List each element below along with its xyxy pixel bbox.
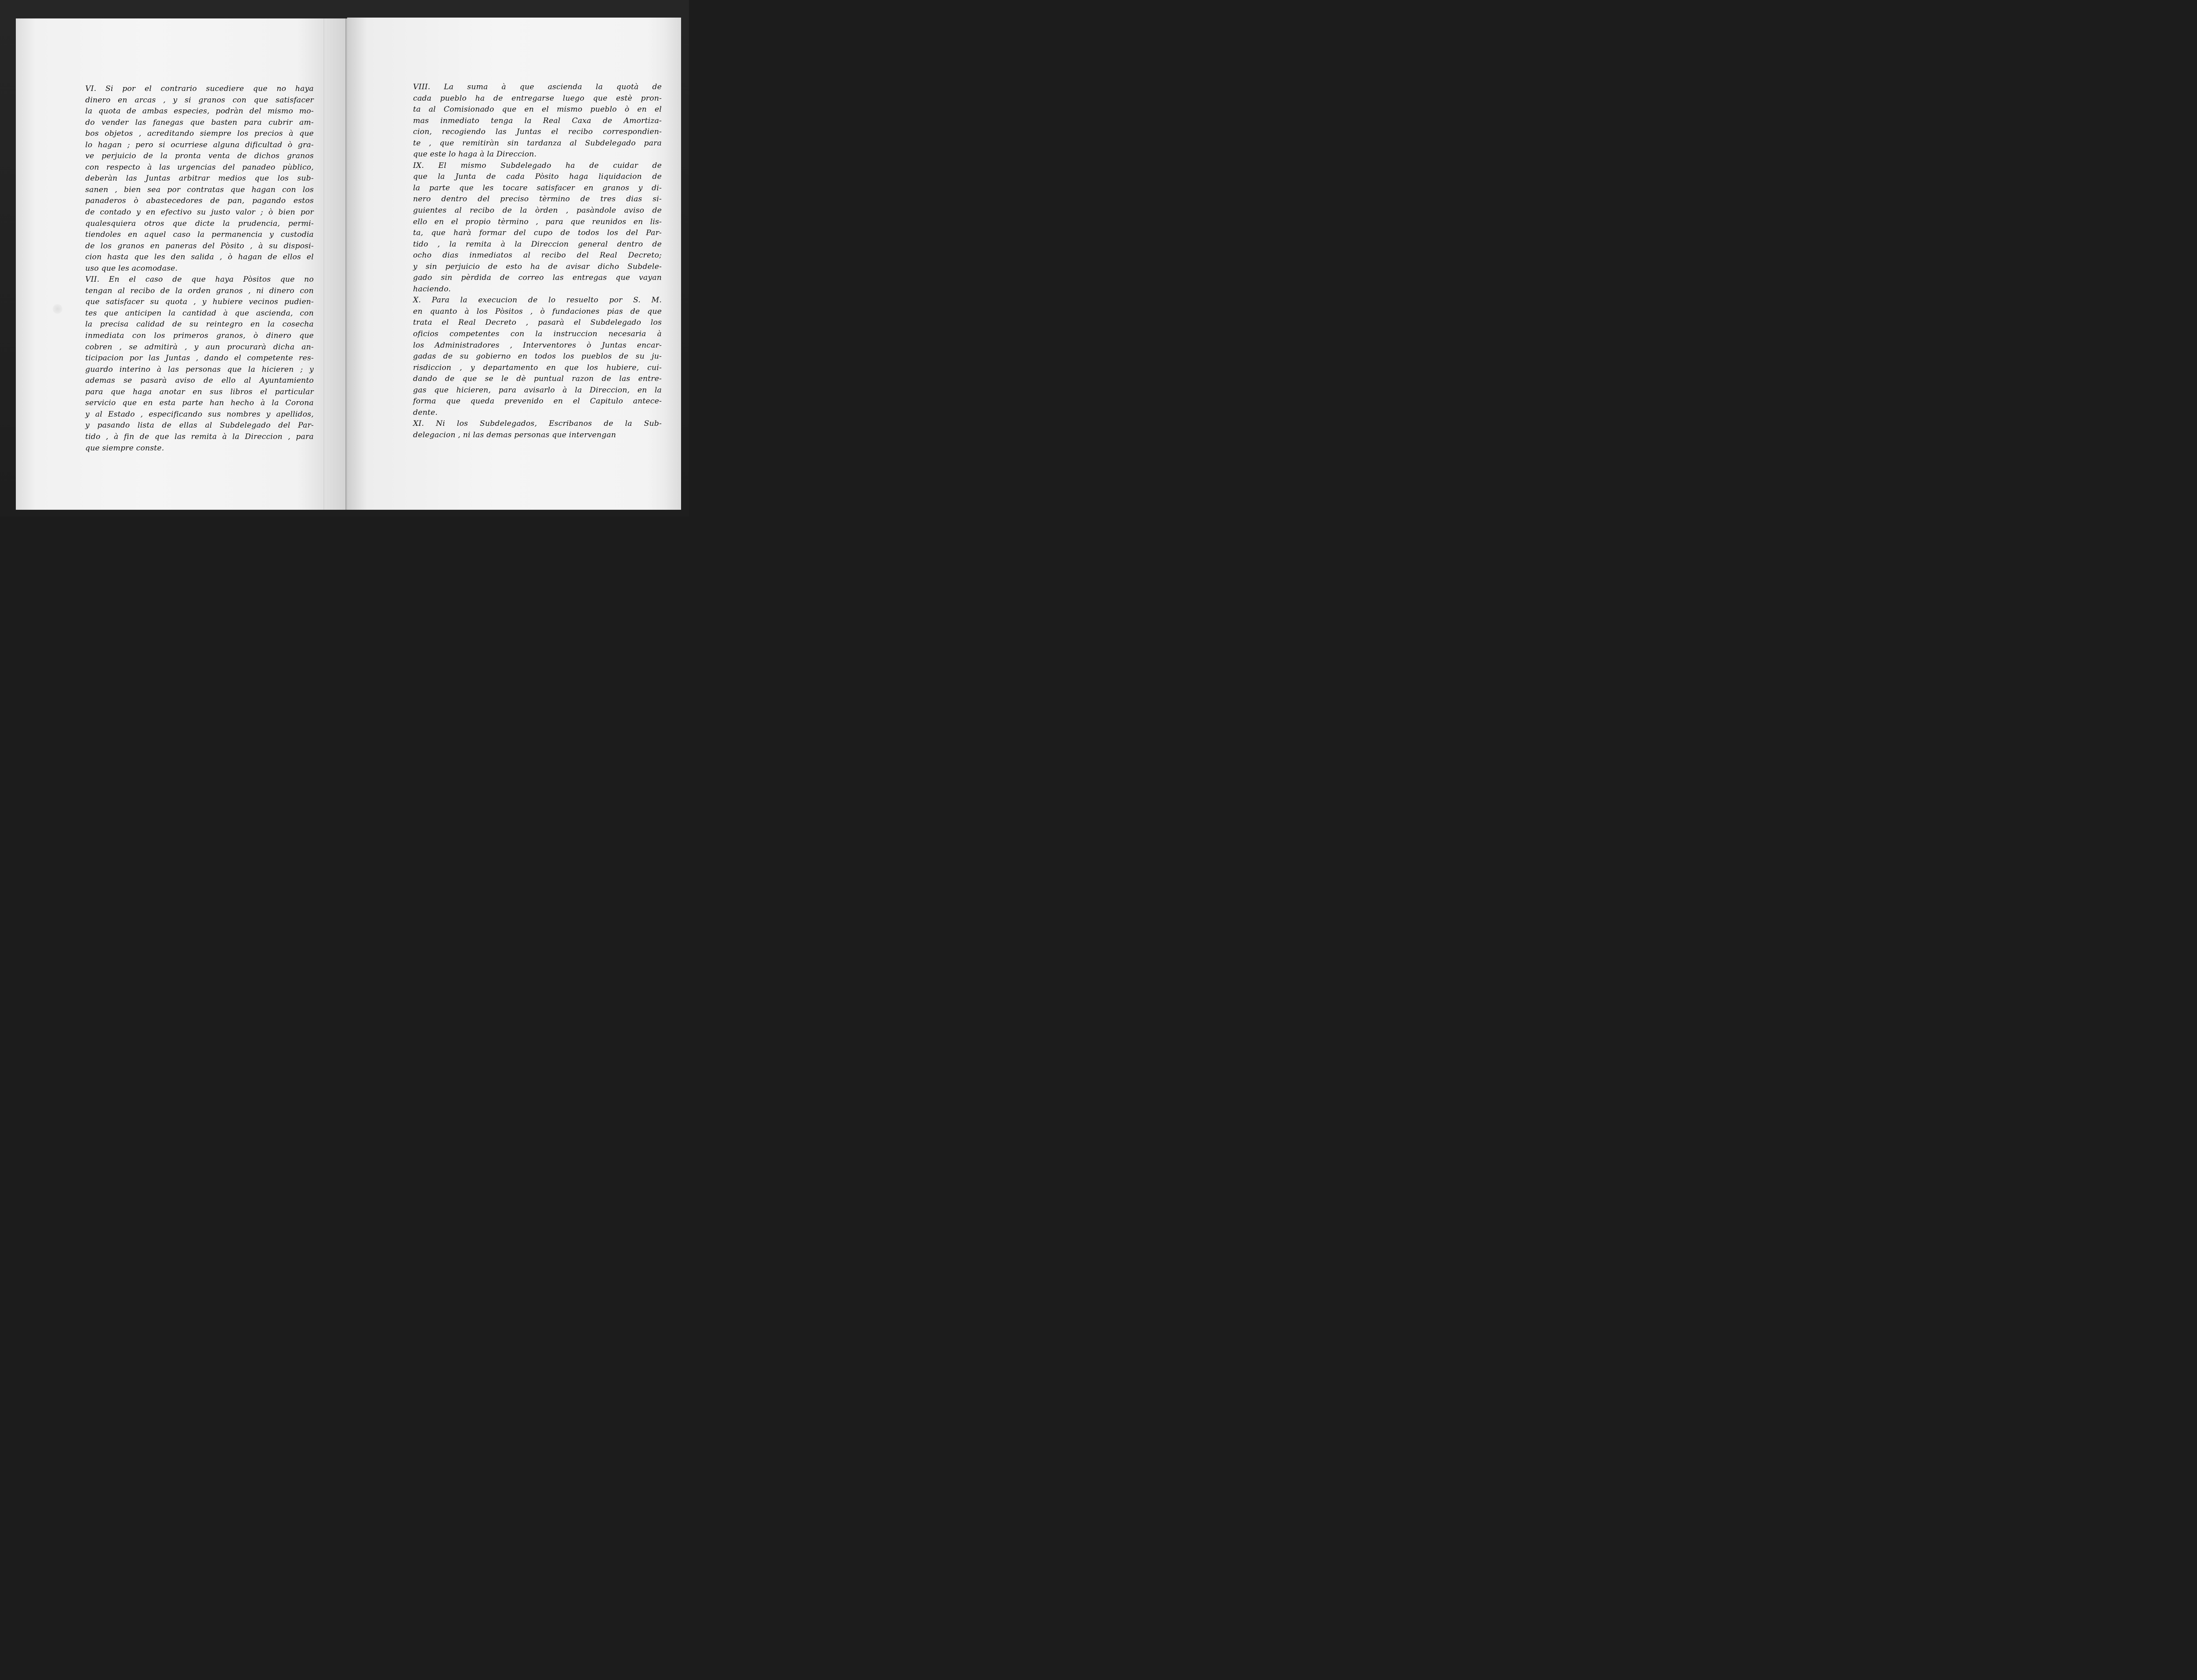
text-line: VII. En el caso de que haya Pòsitos que no <box>85 275 314 284</box>
text-line: gadas de su gobierno en todos los pueblos de su ju- <box>413 352 662 361</box>
text-line: guientes al recibo de la òrden , pasàndole aviso de <box>413 206 662 215</box>
text-line: ta, que harà formar del cupo de todos los del Par- <box>413 229 662 238</box>
text-line: los Administradores , Interventores ò Juntas encar- <box>413 341 662 350</box>
text-line: haciendo. <box>413 284 451 294</box>
text-line: que la Junta de cada Pòsito haga liquidacion de <box>413 172 662 181</box>
text-line: cion hasta que les den salida , ò hagan de ellos el <box>85 253 314 262</box>
left-page <box>16 18 347 510</box>
text-line: tiendoles en aquel caso la permanencia y custodia <box>85 230 314 239</box>
text-line: panaderos ò abastecedores de pan, pagando estos <box>85 196 314 206</box>
left-page-text <box>85 83 314 454</box>
text-line: servicio que en esta parte han hecho à la Corona <box>85 399 314 408</box>
text-line: cobren , se admitirà , y aun procurarà dicha an- <box>85 342 314 352</box>
text-line: de contado y en efectivo su justo valor ; ò bien por <box>85 208 314 217</box>
text-line: delegacion , ni las demas personas que intervengan <box>413 430 616 439</box>
text-line: dinero en arcas , y si granos con que satisfacer <box>85 95 314 105</box>
ink-smudge <box>53 304 62 314</box>
text-line: nero dentro del preciso tèrmino de tres dias si- <box>413 195 662 204</box>
text-line: VI. Si por el contrario sucediere que no haya <box>85 84 314 93</box>
text-line: y pasando lista de ellas al Subdelegado del Par- <box>85 421 314 430</box>
text-line: tes que anticipen la cantidad à que ascienda, con <box>85 308 314 318</box>
text-line: ticipacion por las Juntas , dando el competente res- <box>85 354 314 363</box>
text-line: bos objetos , acreditando siempre los precios à que <box>85 129 314 138</box>
text-line: mas inmediato tenga la Real Caxa de Amortiza- <box>413 116 662 125</box>
scanned-document <box>0 0 689 516</box>
text-line: para que haga anotar en sus libros el particular <box>85 387 314 396</box>
text-line: tengan al recibo de la orden granos , ni dinero con <box>85 286 314 295</box>
right-page <box>347 18 681 510</box>
text-line: guardo interino à las personas que la hicieren ; y <box>85 365 314 374</box>
text-line: inmediata con los primeros granos, ò dinero que <box>85 331 314 341</box>
text-line: sanen , bien sea por contratas que hagan con los <box>85 185 314 194</box>
text-line: VIII. La suma à que ascienda la quotà de <box>413 83 662 91</box>
text-line: oficios competentes con la instruccion necesaria à <box>413 330 662 339</box>
text-line: que este lo haga à la Direccion. <box>413 150 537 159</box>
text-line: do vender las fanegas que basten para cubrir am- <box>85 118 314 127</box>
text-line: trata el Real Decreto , pasarà el Subdelegado los <box>413 318 662 327</box>
text-line: y al Estado , especificando sus nombres y apellidos, <box>85 410 314 419</box>
text-line: te , que remitiràn sin tardanza al Subdelegado para <box>413 138 662 148</box>
text-line: cion, recogiendo las Juntas el recibo correspondien- <box>413 127 662 137</box>
text-line: con respecto à las urgencias del panadeo pùblico, <box>85 163 314 172</box>
text-line: X. Para la execucion de lo resuelto por S. M. <box>413 296 662 305</box>
page-edge-shading <box>663 18 681 510</box>
text-line: ta al Comisionado que en el mismo pueblo ò en el <box>413 105 662 114</box>
text-line: lo hagan ; pero si ocurriese alguna dificultad ò gra- <box>85 140 314 149</box>
text-line: la quota de ambas especies, podràn del mismo mo- <box>85 107 314 116</box>
text-line: ello en el propio tèrmino , para que reunidos en lis- <box>413 217 662 226</box>
text-line: XI. Ni los Subdelegados, Escribanos de la Sub- <box>413 419 662 428</box>
text-line: cada pueblo ha de entregarse luego que estè pron- <box>413 94 662 103</box>
page-fold-shadow <box>323 18 324 510</box>
text-line: tido , à fin de que las remita à la Direccion , para <box>85 432 314 441</box>
text-line: qualesquiera otros que dicte la prudencia, permi- <box>85 219 314 228</box>
text-line: que satisfacer su quota , y hubiere vecinos pudien- <box>85 298 314 307</box>
text-line: ocho dias inmediatos al recibo del Real Decreto; <box>413 251 662 260</box>
text-line: que siempre conste. <box>85 443 164 453</box>
text-line: tido , la remita à la Direccion general dentro de <box>413 239 662 249</box>
text-line: ademas se pasarà aviso de ello al Ayuntamiento <box>85 376 314 385</box>
text-line: IX. El mismo Subdelegado ha de cuidar de <box>413 161 662 170</box>
text-line: uso que les acomodase. <box>85 264 178 273</box>
text-line: ve perjuicio de la pronta venta de dichos granos <box>85 152 314 161</box>
right-page-text <box>413 82 662 441</box>
text-line: en quanto à los Pòsitos , ò fundaciones pias de que <box>413 307 662 316</box>
text-line: la parte que les tocare satisfacer en granos y di- <box>413 183 662 192</box>
text-line: forma que queda prevenido en el Capitulo antece- <box>413 397 662 406</box>
text-line: risdiccion , y departamento en que los hubiere, cui- <box>413 363 662 372</box>
text-line: dente. <box>413 408 438 417</box>
text-line: la precisa calidad de su reintegro en la cosecha <box>85 320 314 329</box>
text-line: gas que hicieren, para avisarlo à la Direccion, en la <box>413 385 662 395</box>
text-line: de los granos en paneras del Pòsito , à su disposi- <box>85 241 314 250</box>
text-line: deberàn las Juntas arbitrar medios que los sub- <box>85 174 314 183</box>
text-line: y sin perjuicio de esto ha de avisar dicho Subdele- <box>413 262 662 271</box>
text-line: gado sin pèrdida de correo las entregas que vayan <box>413 273 662 283</box>
text-line: dando de que se le dè puntual razon de las entre- <box>413 374 662 384</box>
